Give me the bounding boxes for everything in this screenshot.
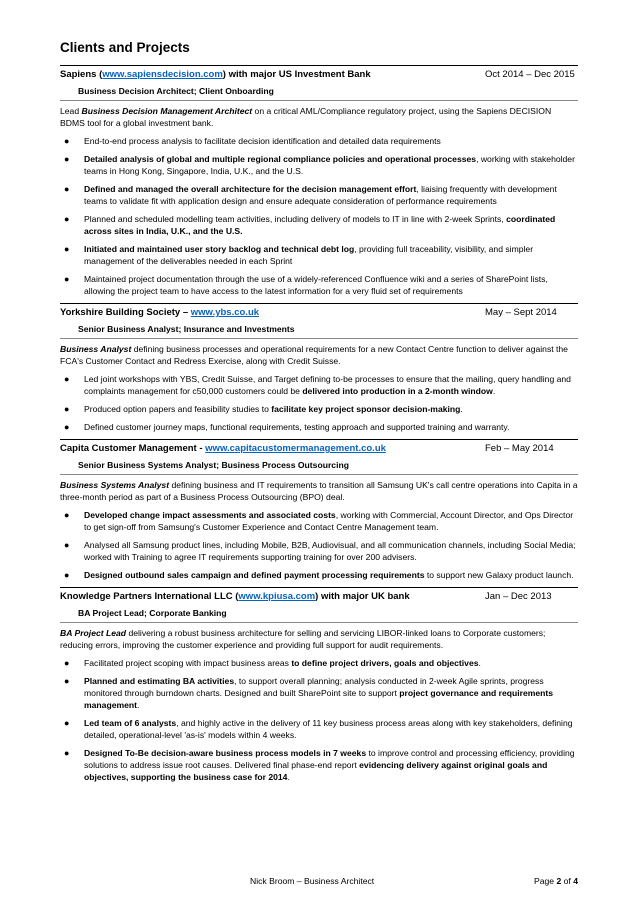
bullet-bold: Initiated and maintained user story backlog and technical debt log: [84, 244, 355, 254]
bullet-icon: ●: [64, 404, 70, 414]
bullet-item: [60, 657, 578, 669]
summary-text: delivering a robust business architecture for selling and servicing LIBOR-linked loans to Corporate customers; reducing errors, improving the customer experience and providing full support for audit requirements.: [60, 628, 546, 650]
job-header: [60, 65, 578, 86]
job-summary: [60, 343, 578, 367]
bullet-icon: ●: [64, 374, 70, 384]
footer-page-current: 2: [556, 876, 562, 886]
bullet-text-2: .: [137, 700, 140, 710]
summary-lead: Lead: [60, 106, 82, 116]
footer-page-total: 4: [573, 876, 578, 886]
bullet-item: [60, 243, 578, 267]
job-role: Business Decision Architect; Client Onboarding: [60, 86, 578, 101]
bullet-item: [60, 273, 578, 297]
job-bullets: [60, 135, 578, 297]
job-dates: Jan – Dec 2013: [485, 591, 552, 602]
bullet-icon: ●: [64, 748, 70, 758]
employer-link[interactable]: www.sapiensdecision.com: [102, 69, 223, 80]
job-bullets: [60, 657, 578, 783]
bullet-icon: ●: [64, 540, 70, 550]
bullet-icon: ●: [64, 570, 70, 580]
bullet-bold-2: to define project drivers, goals and objectives: [291, 658, 479, 668]
job-entry: [60, 439, 578, 581]
job-summary: [60, 627, 578, 651]
bullet-item: [60, 183, 578, 207]
bullet-text: , and highly active in the delivery of 11 key business process areas along with key stakeholders, defining detailed, operational-level 'as-is' models within 4 weeks.: [84, 718, 573, 740]
job-header: [60, 439, 578, 460]
bullet-bold-2: facilitate key project sponsor decision-making: [271, 404, 461, 414]
summary-role-emphasis: Business Decision Management Architect: [81, 106, 253, 116]
summary-role-emphasis: BA Project Lead: [60, 628, 127, 638]
bullet-item: [60, 569, 578, 581]
section-title: Clients and Projects: [60, 40, 190, 55]
bullet-item: [60, 373, 578, 397]
bullet-bold: Designed outbound sales campaign and defined payment processing requirements: [84, 570, 425, 580]
employer-prefix: Capita Customer Management -: [60, 443, 206, 454]
bullet-text-2: .: [478, 658, 481, 668]
bullet-item: [60, 539, 578, 563]
job-role: Senior Business Analyst; Insurance and Investments: [60, 324, 578, 339]
bullet-text-2: .: [460, 404, 463, 414]
bullet-text: Facilitated project scoping with impact business areas: [84, 658, 292, 668]
bullet-text: , working with Commercial, Account Director, and Ops Director to get sign-off from Samsung's Customer Experience and Contact Centre Management team.: [84, 510, 574, 532]
summary-text: defining business and IT requirements to transition all Samsung UK's call centre operations into Capita in a three-month period as part of a Business Process Outsourcing (BPO) deal.: [60, 480, 578, 502]
bullet-text: Defined customer journey maps, functional requirements, testing approach and supported training and warranty.: [84, 422, 510, 432]
job-summary: [60, 105, 578, 129]
bullet-item: [60, 213, 578, 237]
footer-page-number: [534, 876, 578, 886]
job-entry: [60, 587, 578, 783]
footer-author: Nick Broom – Business Architect: [250, 876, 375, 886]
bullet-text-2: .: [492, 386, 496, 396]
bullet-icon: ●: [64, 658, 70, 668]
employer-link[interactable]: www.kpiusa.com: [238, 591, 316, 602]
bullet-text: Planned and scheduled modelling team activities, including delivery of models to IT in line with 2-week Sprints,: [84, 214, 507, 224]
bullet-item: [60, 153, 578, 177]
bullet-text: , to support overall planning; analysis conducted in 2-week Agile sprints, progress monitored through burndown charts. Designed and built SharePoint site to support: [84, 676, 544, 698]
bullet-icon: ●: [64, 244, 70, 254]
bullet-icon: ●: [64, 184, 70, 194]
employer-suffix: ) with major US Investment Bank: [222, 69, 371, 80]
bullet-icon: ●: [64, 510, 70, 520]
bullet-item: [60, 421, 578, 433]
job-bullets: [60, 373, 578, 433]
job-entry: [60, 303, 578, 433]
bullet-icon: ●: [64, 718, 70, 728]
bullet-item: [60, 509, 578, 533]
bullet-bold: Defined and managed the overall architecture for the decision management effort: [84, 184, 417, 194]
summary-role-emphasis: Business Analyst: [60, 344, 132, 354]
job-header: [60, 303, 578, 324]
bullet-text: Led joint workshops with YBS, Credit Suisse, and Target defining to-be processes to ensure that the mailing, query handling and complaints management for c50,000 customers could be: [84, 374, 571, 396]
bullet-icon: ●: [64, 214, 70, 224]
bullet-item: [60, 747, 578, 783]
employer-link[interactable]: www.ybs.co.uk: [190, 307, 260, 318]
bullet-bold-2: project governance and requirements management: [84, 688, 554, 710]
bullet-text: to support new Galaxy product launch.: [424, 570, 574, 580]
bullet-bold-2: delivered into production in a 2-month window: [302, 386, 493, 396]
employer-prefix: Sapiens (: [60, 69, 103, 80]
employer-suffix: ) with major UK bank: [315, 591, 410, 602]
summary-text: defining business processes and operational requirements for a new Contact Centre function to deliver against the FCA's Customer Contact and Redress Exercise, along with Credit Suisse.: [60, 344, 568, 366]
bullet-bold-2: coordinated across sites in India, U.K., and the U.S.: [84, 214, 556, 236]
footer-page-prefix: Page: [534, 876, 557, 886]
job-summary: [60, 479, 578, 503]
bullet-item: [60, 403, 578, 415]
bullet-bold: Led team of 6 analysts: [84, 718, 177, 728]
bullet-item: [60, 135, 578, 147]
bullet-bold: Planned and estimating BA activities: [84, 676, 235, 686]
bullet-text: End-to-end process analysis to facilitate decision identification and detailed data requirements: [84, 136, 441, 146]
bullet-icon: ●: [64, 676, 70, 686]
job-header: [60, 587, 578, 608]
job-bullets: [60, 509, 578, 581]
bullet-text: Analysed all Samsung product lines, including Mobile, B2B, Audiovisual, and all communication channels, including Social Media; worked with Training to agree IT requirements supporting training for over 200 advisers.: [84, 540, 576, 562]
employer-prefix: Knowledge Partners International LLC (: [60, 591, 239, 602]
bullet-icon: ●: [64, 274, 70, 284]
job-role: Senior Business Systems Analyst; Business Process Outsourcing: [60, 460, 578, 475]
summary-text: on a critical AML/Compliance regulatory project, using the Sapiens DECISION BDMS tool for a global investment bank.: [60, 106, 552, 128]
job-dates: May – Sept 2014: [485, 307, 557, 318]
job-role: BA Project Lead; Corporate Banking: [60, 608, 578, 623]
job-dates: Oct 2014 – Dec 2015: [485, 69, 575, 80]
bullet-bold: Detailed analysis of global and multiple regional compliance policies and operational processes: [84, 154, 477, 164]
bullet-text: Produced option papers and feasibility studies to: [84, 404, 272, 414]
job-dates: Feb – May 2014: [485, 443, 554, 454]
bullet-text: , liaising frequently with development teams to validate fit with application design and ensure adequate consideration of performance requirements: [84, 184, 557, 206]
summary-role-emphasis: Business Systems Analyst: [60, 480, 170, 490]
bullet-item: [60, 675, 578, 711]
resume-page: [60, 40, 578, 789]
bullet-text: , providing full traceability, visibility, and simpler management of the deliverables needed in each Sprint: [84, 244, 534, 266]
bullet-bold: Designed To-Be decision-aware business process models in 7 weeks: [84, 748, 367, 758]
bullet-text: to improve control and processing efficiency, providing solutions to address issue root causes. Delivered final phase-end report: [84, 748, 575, 770]
employer-link[interactable]: www.capitacustomermanagement.co.uk: [205, 443, 386, 454]
jobs-list: [60, 65, 578, 783]
bullet-text-2: .: [287, 772, 290, 782]
employer-prefix: Yorkshire Building Society –: [60, 307, 191, 318]
bullet-bold-2: evidencing delivery against original goals and objectives, supporting the business case for 2014: [84, 760, 548, 782]
bullet-icon: ●: [64, 136, 70, 146]
bullet-bold: Developed change impact assessments and associated costs: [84, 510, 336, 520]
job-entry: [60, 65, 578, 297]
bullet-item: [60, 717, 578, 741]
bullet-text: , working with stakeholder teams in Hong Kong, Singapore, India, U.K., and the U.S.: [84, 154, 575, 176]
bullet-icon: ●: [64, 154, 70, 164]
bullet-text: Maintained project documentation through the use of a widely-referenced Confluence wiki and a series of SharePoint lists, allowing the project team to have access to the latest information for a very fluid set of requirements: [84, 274, 548, 296]
footer-page-mid: of: [561, 876, 574, 886]
bullet-icon: ●: [64, 422, 70, 432]
